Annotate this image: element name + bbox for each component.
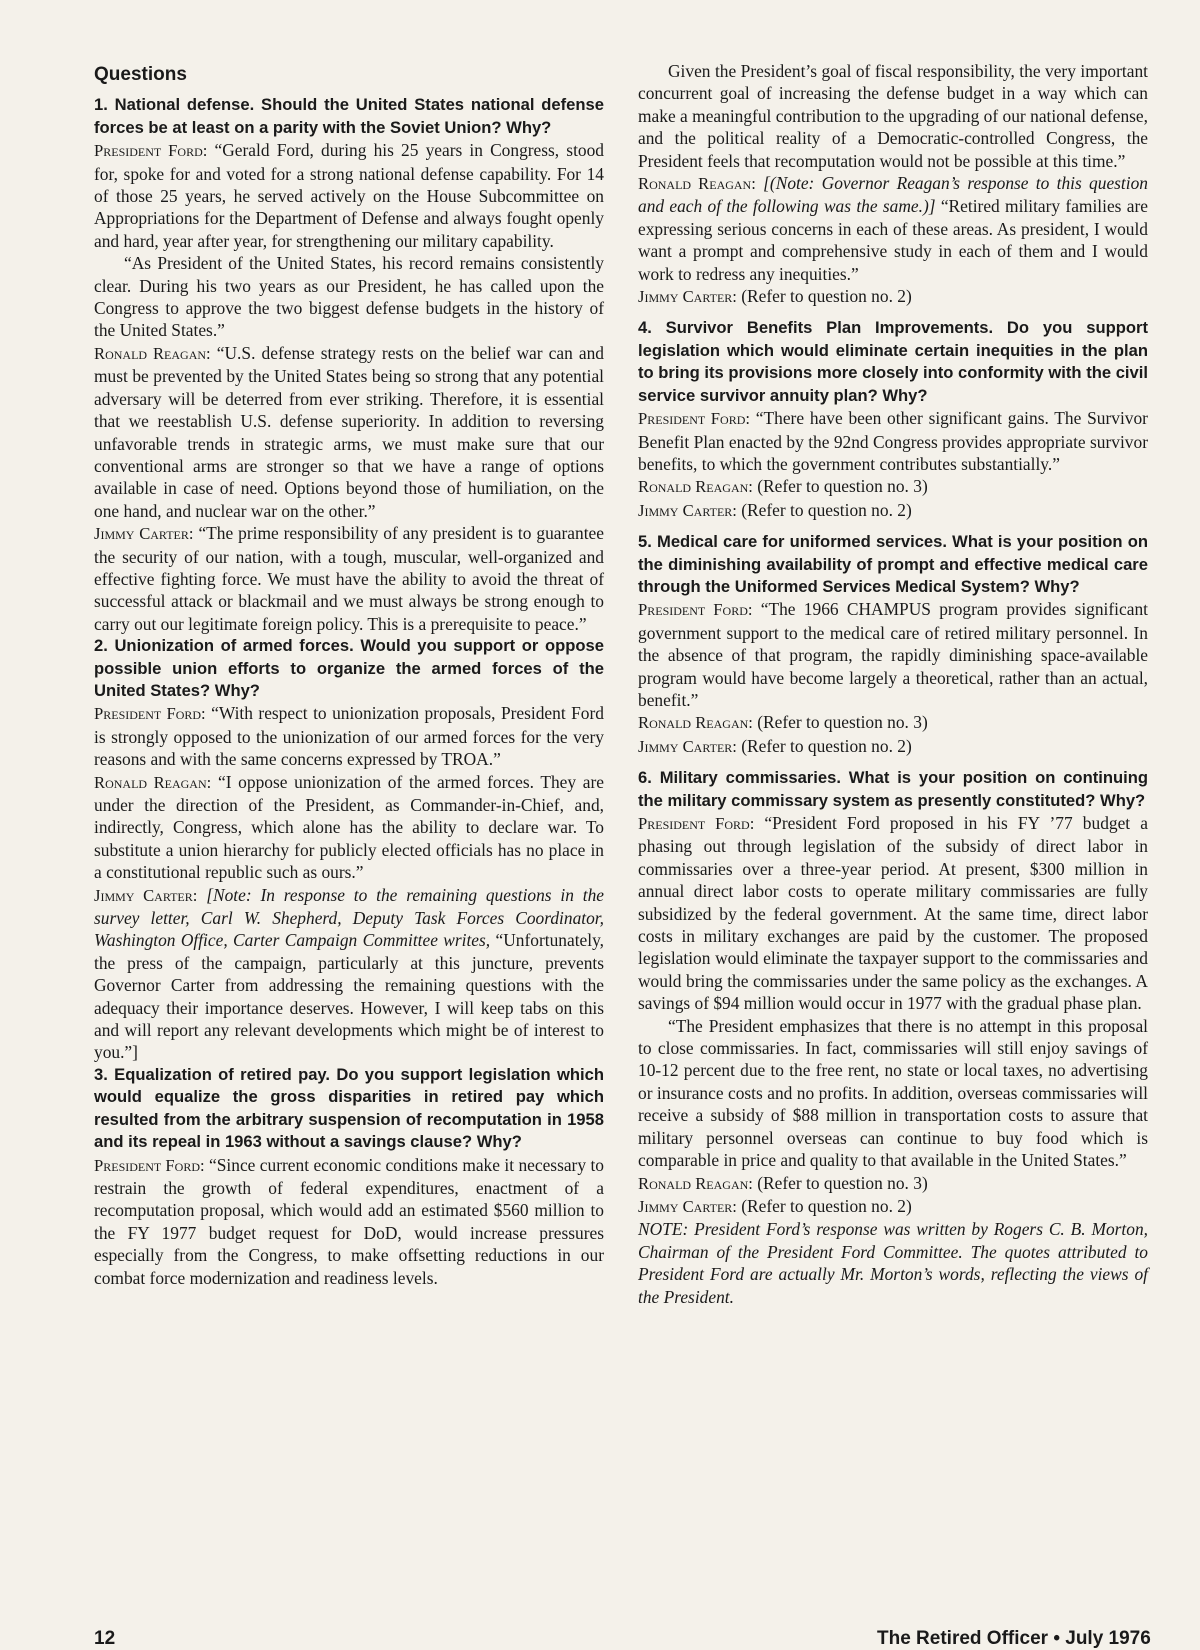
q4-reagan-response: Ronald Reagan: (Refer to question no. 3) bbox=[638, 476, 928, 497]
left-column bbox=[94, 60, 604, 1289]
q1-carter-response: Jimmy Carter: “The prime responsibility of any president is to guarantee the security of our nation, with a tough, muscular, well-organized and effective fighting force. We must have the ability to avoid the threat of successful attack or blackmail and we must always be strong enough to carry out our legitimate foreign policy. This is a prerequisite to peace.” bbox=[94, 523, 604, 634]
question-1: 1. National defense. Should the United States national defense forces be at least on a parity with the Soviet Union? Why? bbox=[94, 95, 604, 137]
speaker-carter: Jimmy Carter: bbox=[638, 500, 737, 520]
question-4: 4. Survivor Benefits Plan Improvements. Do you support legislation which would eliminate certain inequities in the plan to bring its provisions more closely into conformity with the civil service survivor annuity plan? Why? bbox=[638, 318, 1148, 405]
right-column bbox=[638, 60, 1148, 1308]
q2-reagan-response: Ronald Reagan: “I oppose unionization of the armed forces. They are under the direction of the President, as Commander-in-Chief, and, indirectly, Congress, which alone has the ability to declare war. To substitute a union hierarchy for publicly elected officials has no place in a constitutional republic such as ours.” bbox=[94, 771, 604, 883]
speaker-carter: Jimmy Carter: bbox=[638, 1196, 737, 1216]
section-heading: Questions bbox=[94, 64, 187, 85]
speaker-carter: Jimmy Carter: bbox=[638, 736, 737, 756]
speaker-carter: Jimmy Carter: bbox=[94, 524, 194, 544]
publication-footer: The Retired Officer • July 1976 bbox=[877, 1628, 1151, 1649]
editor-note: NOTE: President Ford’s response was written by Rogers C. B. Morton, Chairman of the President Ford Committee. The quotes attributed to President Ford are actually Mr. Morton’s words, reflecting the views of the President. bbox=[638, 1219, 1148, 1307]
q4-ford-response: President Ford: “There have been other significant gains. The Survivor Benefit Plan enacted by the 92nd Congress provides appropriate survivor benefits, to which the government contributes substantially.” bbox=[638, 408, 1148, 474]
q1-reagan-response: Ronald Reagan: “U.S. defense strategy rests on the belief war can and must be prevented by the United States being so strong that any potential adversary will be deterred from ever striking. Therefore, it is essential that we reestablish U.S. defense superiority. In addition to reversing unfavorable trends in strategic arms, we must make sure that our conventional arms are stronger so that we have a range of options available in case of need. Options beyond those of humiliation, on the one hand, and nuclear war on the other.” bbox=[94, 342, 605, 521]
q6-ford-response: President Ford: “President Ford proposed in his FY ’77 budget a phasing out through legislation of the subsidy of direct labor in commissaries over a three-year period. At present, $300 million in annual direct labor costs to operate military commissaries are fully subsidized by the federal government. At the same time, direct labor costs in military exchanges are paid by the customer. The proposed legislation would eliminate the taxpayer support to the commissaries and would bring the commissaries under the same policy as the exchanges. A savings of $94 million would occur in 1977 with the gradual phase plan. bbox=[638, 813, 1148, 1014]
speaker-carter: Jimmy Carter: bbox=[638, 287, 737, 307]
q5-reagan-response: Ronald Reagan: (Refer to question no. 3) bbox=[638, 712, 928, 733]
speaker-reagan: Ronald Reagan: bbox=[638, 174, 756, 194]
q2-carter-response: Jimmy Carter: [Note: In response to the remaining questions in the survey letter, Carl W. Shepherd, Deputy Task Forces Coordinator, Washington Office, Carter Campaign Committee writes, “Unfortunately, the press of the campaign, particularly at this juncture, prevents Governor Carter from addressing the remaining questions with the adequacy their importance deserves. However, I will keep tabs on this and will report any relevant developments which might be of interest to you.”] bbox=[94, 884, 604, 1063]
speaker-ford: President Ford: bbox=[94, 141, 208, 161]
speaker-ford: President Ford: bbox=[638, 600, 753, 620]
speaker-reagan: Ronald Reagan: bbox=[94, 772, 212, 792]
question-6: 6. Military commissaries. What is your position on continuing the military commissary system as presently constituted? Why? bbox=[638, 768, 1148, 810]
q6-reagan-response: Ronald Reagan: (Refer to question no. 3) bbox=[638, 1172, 928, 1193]
carter-note: [Note: In response to the remaining questions in the survey letter, Carl W. Shepherd, Deputy Task Forces Coordinator, Washington Office, Carter Campaign Committee writes, bbox=[94, 884, 604, 951]
speaker-reagan: Ronald Reagan: bbox=[638, 1173, 753, 1193]
speaker-ford: President Ford: bbox=[638, 814, 755, 833]
speaker-ford: President Ford: bbox=[94, 1155, 205, 1175]
reagan-note: [(Note: Governor Reagan’s response to this question and each of the following was the same.)] bbox=[638, 173, 1148, 217]
speaker-ford: President Ford: bbox=[638, 409, 750, 429]
q3-reagan-response: Ronald Reagan: [(Note: Governor Reagan’s response to this question and each of the following was the same.)] “Retired military families are expressing serious concerns in each of these areas. As president, I would want a prompt and comprehensive study in each of them and I would work to redress any inequities.” bbox=[638, 173, 1148, 284]
question-2: 2. Unionization of armed forces. Would you support or oppose possible union efforts to organize the armed forces of the United States? Why? bbox=[94, 636, 604, 700]
speaker-reagan: Ronald Reagan: bbox=[638, 477, 753, 497]
q6-carter-response: Jimmy Carter: (Refer to question no. 2) bbox=[638, 1195, 912, 1216]
question-5: 5. Medical care for uniformed services. What is your position on the diminishing availability of prompt and effective medical care through the Uniformed Services Medical System? Why? bbox=[638, 532, 1148, 596]
speaker-reagan: Ronald Reagan: bbox=[94, 343, 211, 363]
q3-ford-response-2: Given the President’s goal of fiscal responsibility, the very important concurrent goal of increasing the defense budget in a way which can make a meaningful contribution to the upgrading of our national defense, and the political reality of a Democratic-controlled Congress, the President feels that recomputation would not be possible at this time.” bbox=[638, 61, 1148, 171]
speaker-carter: Jimmy Carter: bbox=[94, 885, 198, 905]
speaker-ford: President Ford: bbox=[94, 704, 206, 724]
q3-ford-response: President Ford: “Since current economic conditions make it necessary to restrain the growth of federal expenditures, enactment of a recomputation proposal, which would add an estimated $560 million to the FY 1977 budget request for DoD, would increase pressures especially from the Congress, to make offsetting reductions in our combat force modernization and readiness levels. bbox=[94, 1154, 604, 1288]
q1-ford-response-2: “As President of the United States, his record remains consistently clear. During his two years as our President, he has called upon the Congress to approve the two biggest defense budgets in the history of the United States.” bbox=[94, 253, 604, 341]
q6-ford-response-2: “The President emphasizes that there is no attempt in this proposal to close commissaries. In fact, commissaries will still enjoy savings of 10-12 percent due to the free rent, no state or local taxes, no advertising or insurance costs and no profits. In addition, overseas commissaries will receive a subsidy of $88 million in transportation costs to assure that military personnel overseas can continue to buy food which is comparable in price and quality to that available in the United States.” bbox=[638, 1015, 1148, 1171]
page-number: 12 bbox=[94, 1628, 116, 1649]
question-3: 3. Equalization of retired pay. Do you support legislation which would equalize the gross disparities in retired pay which resulted from the arbitrary suspension of recomputation in 1958 and its repeal in 1963 without a savings clause? Why? bbox=[94, 1064, 604, 1152]
q3-carter-response: Jimmy Carter: (Refer to question no. 2) bbox=[638, 286, 912, 307]
q5-ford-response: President Ford: “The 1966 CHAMPUS program provides significant government support to the medical care of retired military personnel. In the absence of that program, the rapidly diminishing space-available program would have become largely a theoretical, rather than an actual, benefit.” bbox=[638, 599, 1148, 710]
speaker-reagan: Ronald Reagan: bbox=[638, 713, 753, 733]
q5-carter-response: Jimmy Carter: (Refer to question no. 2) bbox=[638, 735, 912, 756]
q4-carter-response: Jimmy Carter: (Refer to question no. 2) bbox=[638, 499, 912, 520]
q2-ford-response: President Ford: “With respect to unionization proposals, President Ford is strongly opposed to the unionization of our armed forces for the very reasons and with the same concerns expressed by TROA.” bbox=[94, 703, 604, 770]
q1-ford-response: President Ford: “Gerald Ford, during his 25 years in Congress, stood for, spoke for and voted for a strong national defense capability. For 14 of those 25 years, he served actively on the House Subcommittee on Appropriations for the Department of Defense and always fought openly and hard, year after year, for strengthening our military capability. bbox=[94, 140, 604, 251]
